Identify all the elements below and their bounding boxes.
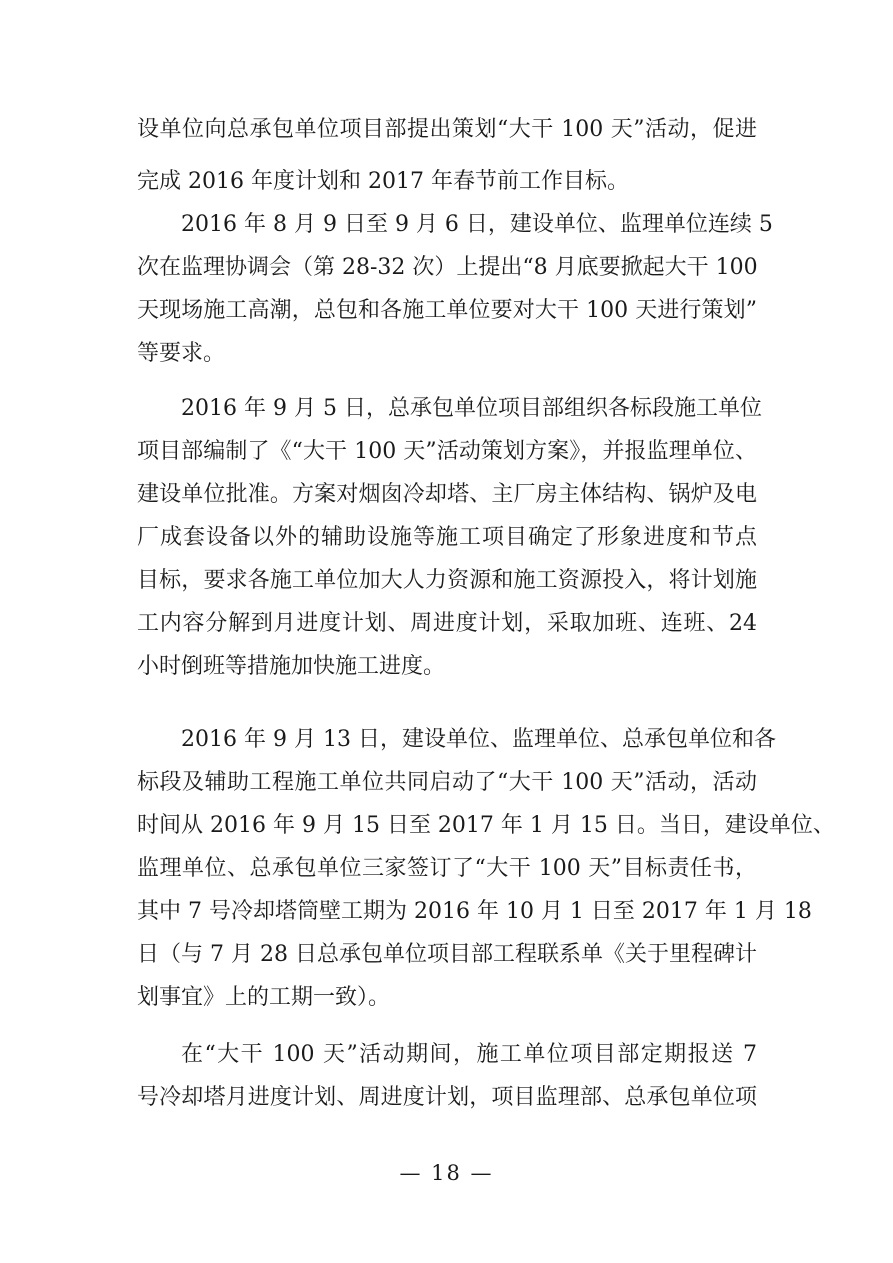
text-line: 标段及辅助工程施工单位共同启动了“大干 100 天”活动，活动 (137, 770, 757, 795)
text-line: 工内容分解到月进度计划、周进度计划，采取加班、连班、24 (137, 611, 757, 636)
text-line: 目标，要求各施工单位加大人力资源和施工资源投入，将计划施 (137, 568, 757, 593)
text-line: 日（与 7 月 28 日总承包单位项目部工程联系单《关于里程碑计 (137, 942, 757, 967)
text-line: 2016 年 9 月 13 日，建设单位、监理单位、总承包单位和各 (181, 727, 776, 752)
text-line: 2016 年 8 月 9 日至 9 月 6 日，建设单位、监理单位连续 5 (181, 212, 773, 237)
text-line: 时间从 2016 年 9 月 15 日至 2017 年 1 月 15 日。当日，建设单位、 (137, 813, 835, 838)
text-line: 号冷却塔月进度计划、周进度计划，项目监理部、总承包单位项 (137, 1085, 757, 1110)
text-line: 设单位向总承包单位项目部提出策划“大干 100 天”活动，促进 (137, 117, 757, 142)
text-line: 监理单位、总承包单位三家签订了“大干 100 天”目标责任书， (137, 856, 757, 881)
text-line: 完成 2016 年度计划和 2017 年春节前工作目标。 (137, 169, 629, 194)
text-line: 等要求。 (137, 341, 226, 366)
text-line: 厂成套设备以外的辅助设施等施工项目确定了形象进度和节点 (137, 525, 757, 550)
text-line: 天现场施工高潮，总包和各施工单位要对大干 100 天进行策划” (137, 298, 757, 323)
text-line: 小时倒班等措施加快施工进度。 (137, 654, 446, 679)
text-line: 项目部编制了《“大干 100 天”活动策划方案》，并报监理单位、 (137, 439, 757, 464)
text-line: 次在监理协调会（第 28-32 次）上提出“8 月底要掀起大干 100 (137, 255, 758, 280)
text-line: 2016 年 9 月 5 日，总承包单位项目部组织各标段施工单位 (181, 396, 762, 421)
text-line: 其中 7 号冷却塔筒壁工期为 2016 年 10 月 1 日至 2017 年 1 月 18 (137, 899, 812, 924)
text-line: 划事宜》上的工期一致）。 (137, 985, 391, 1010)
text-line: 在“大干 100 天”活动期间，施工单位项目部定期报送 7 (181, 1042, 757, 1067)
page-number: — 18 — (399, 1161, 494, 1185)
text-line: 建设单位批准。方案对烟囱冷却塔、主厂房主体结构、锅炉及电 (137, 482, 757, 507)
